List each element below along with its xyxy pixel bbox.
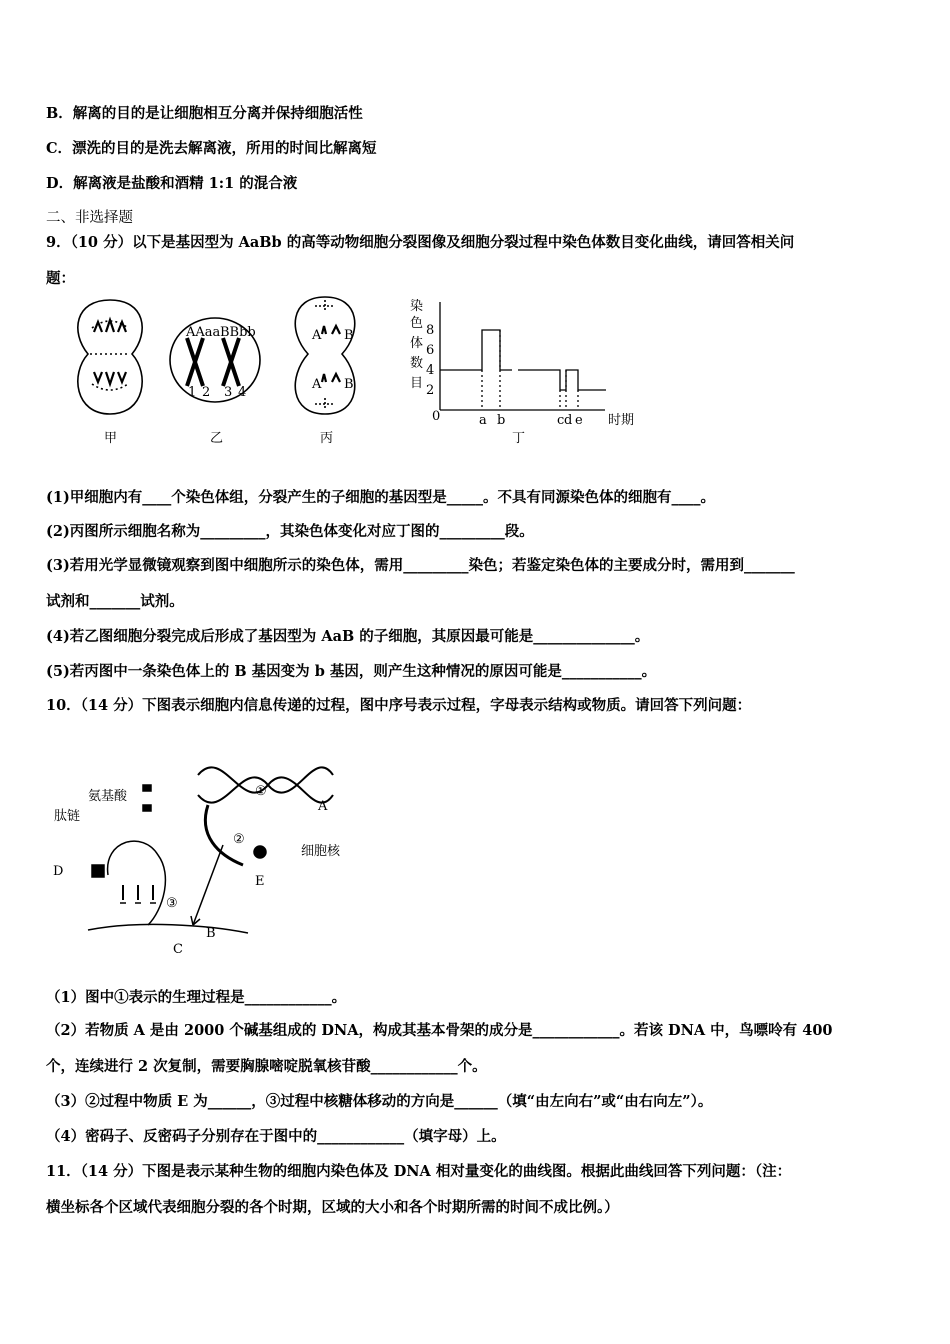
q9-stem-line1: 9．（10 分）以下是基因型为 AaBb 的高等动物细胞分裂图像及细胞分裂过程中染色体数目变化曲线，请回答相关问 — [46, 234, 795, 251]
ding-ytick-4: 4 — [426, 363, 435, 378]
option-c: C．漂洗的目的是洗去解离液，所用的时间比解离短 — [46, 140, 377, 157]
q11-stem-line2: 横坐标各个区域代表细胞分裂的各个时期，区域的大小和各个时期所需的时间不成比例。） — [46, 1199, 619, 1216]
label-jia: 甲 — [104, 431, 118, 446]
label-bing: 丙 — [320, 431, 334, 446]
q9-sub5: (5)若丙图中一条染色体上的 B 基因变为 b 基因，则产生这种情况的原因可能是___________。 — [46, 663, 657, 680]
step-3: ③ — [166, 896, 178, 911]
bing-gene-a-top: A — [312, 328, 322, 343]
q10-sub2-line1: （2）若物质 A 是由 2000 个碱基组成的 DNA，构成其基本骨架的成分是____________。若该 DNA 中，鸟嘌呤有 400 — [46, 1022, 833, 1039]
q10-figure — [48, 725, 378, 965]
label-ding: 丁 — [512, 431, 526, 446]
ding-xtick-d: d — [564, 413, 573, 428]
q10-sub4: （4）密码子、反密码子分别存在于图中的____________（填字母）上。 — [46, 1128, 506, 1145]
ding-ylabel-2: 色 — [410, 316, 424, 331]
cell-jia — [78, 300, 142, 414]
ding-xtick-b: b — [497, 413, 506, 428]
ding-xlabel: 时期 — [608, 413, 635, 428]
q9-sub3-line2: 试剂和_______试剂。 — [46, 593, 184, 610]
yi-genes-right: BBbb — [220, 325, 256, 340]
option-d: D．解离液是盐酸和酒精 1:1 的混合液 — [46, 175, 298, 192]
ding-ylabel-1: 染 — [410, 299, 424, 314]
ding-ytick-8: 8 — [426, 323, 435, 338]
label-e: E — [255, 874, 265, 889]
yi-number-4: 4 — [238, 385, 247, 400]
section-title: 二、非选择题 — [46, 210, 133, 226]
label-nucleus: 细胞核 — [301, 844, 341, 859]
q9-figure — [60, 292, 660, 452]
step-1: ① — [255, 784, 267, 799]
ding-ylabel-5: 目 — [410, 376, 424, 391]
ding-ytick-6: 6 — [426, 343, 435, 358]
label-yi: 乙 — [210, 431, 224, 446]
label-c: C — [173, 942, 183, 957]
yi-number-3: 3 — [224, 385, 233, 400]
q10-sub3: （3）②过程中物质 E 为______，③过程中核糖体移动的方向是______（填“由左向右”或“由右向左”）。 — [46, 1093, 713, 1110]
label-a: A — [318, 799, 328, 814]
q11-stem-line1: 11．（14 分）下图是表示某种生物的细胞内染色体及 DNA 相对量变化的曲线图。根据此曲线回答下列问题：（注： — [46, 1163, 792, 1180]
ding-xtick-a: a — [479, 413, 487, 428]
ding-origin: 0 — [432, 409, 441, 424]
bing-gene-b-top: B — [344, 328, 354, 343]
q9-sub2: (2)丙图所示细胞名称为_________，其染色体变化对应丁图的_________段。 — [46, 523, 534, 540]
bing-gene-a-bottom: A — [312, 377, 322, 392]
q9-sub1: (1)甲细胞内有____个染色体组，分裂产生的子细胞的基因型是_____。不具有同源染色体的细胞有____。 — [46, 489, 716, 506]
q9-sub3-line1: (3)若用光学显微镜观察到图中细胞所示的染色体，需用_________染色；若鉴定染色体的主要成分时，需用到_______ — [46, 557, 795, 574]
ding-xtick-c: c — [557, 413, 565, 428]
step-2: ② — [233, 832, 245, 847]
ding-ylabel-4: 数 — [410, 356, 424, 371]
q9-stem-line2: 题： — [46, 270, 75, 287]
ding-ytick-2: 2 — [426, 383, 435, 398]
graph-ding — [440, 302, 606, 410]
label-peptide: 肽链 — [54, 809, 81, 824]
option-b: B．解离的目的是让细胞相互分离并保持细胞活性 — [46, 105, 363, 122]
q10-sub2-line2: 个，连续进行 2 次复制，需要胸腺嘧啶脱氧核苷酸____________个。 — [46, 1058, 487, 1075]
bing-gene-b-bottom: B — [344, 377, 354, 392]
label-b: B — [206, 926, 216, 941]
q9-sub4: (4)若乙图细胞分裂完成后形成了基因型为 AaB 的子细胞，其原因最可能是______________。 — [46, 628, 650, 645]
yi-number-1: 1 — [188, 385, 197, 400]
yi-genes-left: AAaa — [186, 325, 221, 340]
q10-stem: 10．（14 分）下图表示细胞内信息传递的过程，图中序号表示过程，字母表示结构或物质。请回答下列问题： — [46, 697, 752, 714]
yi-number-2: 2 — [202, 385, 211, 400]
label-d: D — [53, 864, 64, 879]
cell-bing — [295, 297, 354, 414]
q10-sub1: （1）图中①表示的生理过程是____________。 — [46, 989, 347, 1006]
ding-ylabel-3: 体 — [410, 336, 424, 351]
ding-xtick-e: e — [575, 413, 583, 428]
label-amino-acid: 氨基酸 — [88, 789, 128, 804]
